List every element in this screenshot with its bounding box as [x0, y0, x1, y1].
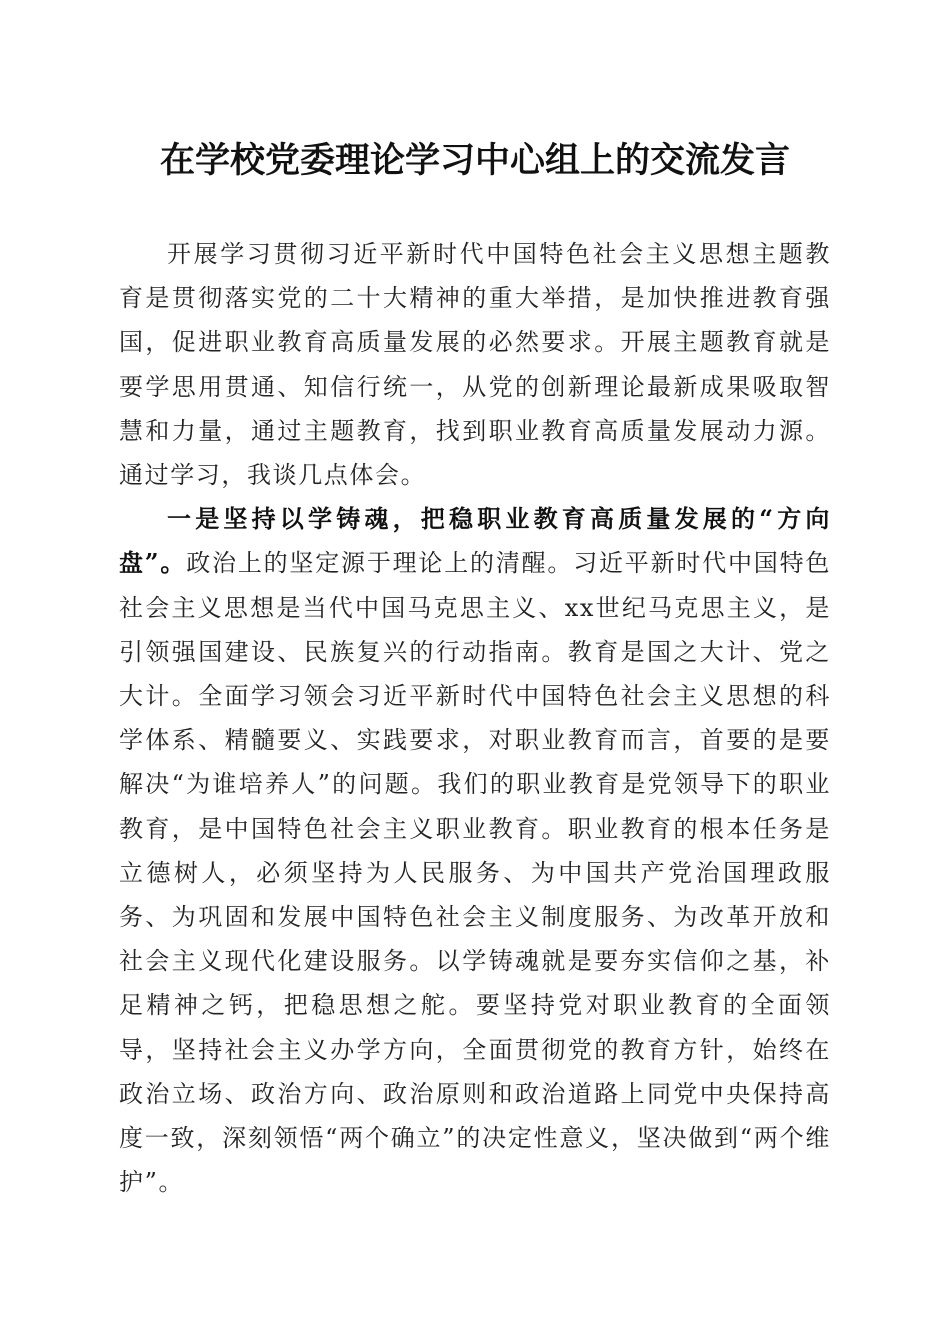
document-body [119, 232, 831, 1204]
paragraph-point-one-text: 政治上的坚定源于理论上的清醒。习近平新时代中国特色社会主义思想是当代中国马克思主义、xx世纪马克思主义，是引领强国建设、民族复兴的行动指南。教育是国之大计、党之大计。全面学习领会习近平新时代中国特色社会主义思想的科学体系、精髓要义、实践要求，对职业教育而言，首要的是要解决“为谁培养人”的问题。我们的职业教育是党领导下的职业教育，是中国特色社会主义职业教育。职业教育的根本任务是立德树人，必须坚持为人民服务、为中国共产党治国理政服务、为巩固和发展中国特色社会主义制度服务、为改革开放和社会主义现代化建设服务。以学铸魂就是要夯实信仰之基，补足精神之钙，把稳思想之舵。要坚持党对职业教育的全面领导，坚持社会主义办学方向，全面贯彻党的教育方针，始终在政治立场、政治方向、政治原则和政治道路上同党中央保持高度一致，深刻领悟“两个确立”的决定性意义，坚决做到“两个维护”。 [119, 549, 832, 1197]
paragraph-point-one-heading: 一是坚持以学铸魂，把稳职业教育高质量发展的“方向盘”。 [119, 504, 831, 578]
paragraph-point-one [119, 497, 831, 1204]
document-title: 在学校党委理论学习中心组上的交流发言 [159, 140, 790, 181]
paragraph-intro [119, 232, 831, 497]
paragraph-intro-text: 开展学习贯彻习近平新时代中国特色社会主义思想主题教育是贯彻落实党的二十大精神的重大举措，是加快推进教育强国，促进职业教育高质量发展的必然要求。开展主题教育就是要学思用贯通、知信行统一，从党的创新理论最新成果吸取智慧和力量，通过主题教育，找到职业教育高质量发展动力源。通过学习，我谈几点体会。 [119, 240, 831, 490]
